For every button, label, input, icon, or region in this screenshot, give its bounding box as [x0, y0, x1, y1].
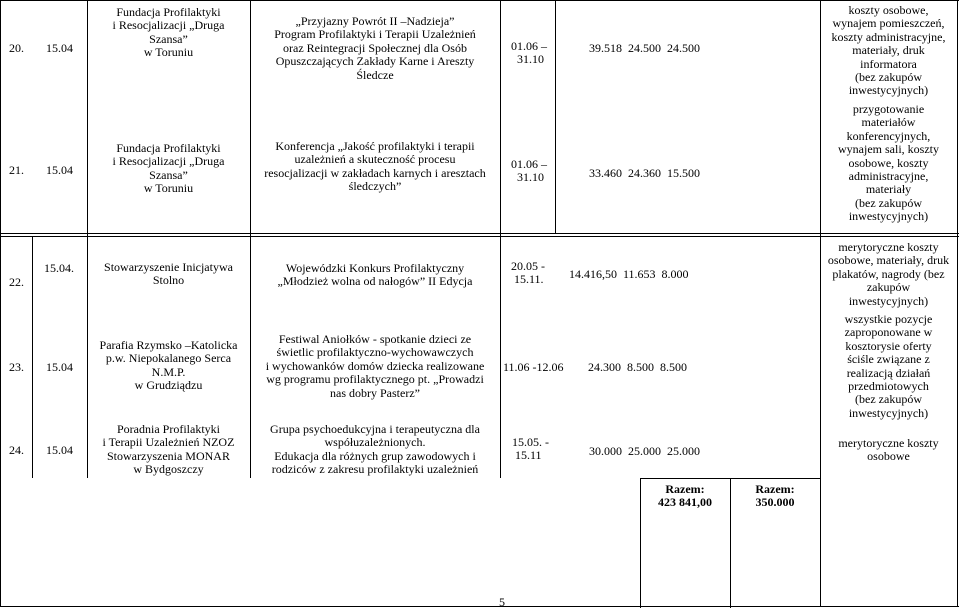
- cost-types: merytoryczne koszty osobowe: [838, 436, 939, 464]
- table-border-bottom: [0, 606, 959, 607]
- submission-date: 15.04: [46, 360, 73, 374]
- organization-name: Parafia Rzymsko –Katolicka p.w. Niepokalanego Serca N.M.P. w Grudziądzu: [99, 338, 238, 393]
- implementation-period: 01.06 – 31.10: [511, 157, 547, 185]
- organization-name: Stowarzyszenie Inicjatywa Stolno: [104, 260, 233, 288]
- column-border: [0, 0, 1, 607]
- column-border: [87, 0, 88, 478]
- row-number: 20.: [9, 41, 24, 55]
- column-border: [500, 0, 501, 478]
- cost-types: przygotowanie materiałów konferencyjnych, wynajem sali, koszty osobowe, koszty administracyjne, materiały (bez zakupów inwestycyjnych): [838, 102, 939, 224]
- cost-types: merytoryczne koszty osobowe, materiały, druk plakatów, nagrody (bez zakupów inwestycyjnych): [827, 240, 950, 308]
- row-number: 23.: [9, 360, 24, 374]
- amounts: 33.460 24.360 15.500: [589, 166, 700, 180]
- submission-date: 15.04: [46, 163, 73, 177]
- implementation-period: 11.06 -12.06: [503, 360, 564, 374]
- organization-name: Fundacja Profilaktyki i Resocjalizacji „Druga Szansa” w Toruniu: [112, 5, 225, 60]
- section-divider: [0, 236, 959, 237]
- page-number: 5: [499, 595, 505, 609]
- total-granted: Razem: 350.000: [755, 482, 795, 510]
- task-description: Festiwal Aniołków - spotkanie dzieci ze świetlic profilaktyczno-wychowawczych i wychowanków domów dziecka realizowane wg programu profilaktycznego pt. „Prowadzi nas dobry Pasterz”: [265, 332, 485, 400]
- row-number: 21.: [9, 163, 24, 177]
- amounts: 39.518 24.500 24.500: [589, 41, 700, 55]
- task-description: „Przyjazny Powrót II –Nadzieja” Program Profilaktyki i Terapii Uzależnień oraz Reintegracji Społecznej dla Osób Opuszczających Zakłady Karne i Areszty Śledcze: [274, 14, 476, 82]
- total-requested: Razem: 423 841,00: [658, 482, 712, 510]
- table-border-top: [0, 0, 959, 1]
- column-border: [555, 0, 556, 233]
- task-description: Konferencja „Jakość profilaktyki i terapii uzależnień a skuteczność procesu resocjalizacji w zakładach karnych i aresztach śledczych”: [264, 139, 486, 194]
- organization-name: Fundacja Profilaktyki i Resocjalizacji „Druga Szansa” w Toruniu: [112, 141, 225, 196]
- row-number: 24.: [9, 443, 24, 457]
- implementation-period: 20.05 - 15.11.: [511, 259, 545, 287]
- amounts: 14.416,50 11.653 8.000: [569, 267, 689, 281]
- amounts: 24.300 8.500 8.500: [588, 360, 687, 374]
- row-number: 22.: [9, 275, 24, 289]
- implementation-period: 15.05. - 15.11: [512, 435, 549, 463]
- cost-types: koszty osobowe, wynajem pomieszczeń, koszty administracyjne, materiały, druk informatora (bez zakupów inwestycyjnych): [831, 3, 946, 98]
- cost-types: wszystkie pozycje zaproponowane w kosztorysie oferty ściśle związane z realizacją działań przedmiotowych (bez zakupów inwestycyjnych): [844, 312, 933, 420]
- implementation-period: 01.06 – 31.10: [511, 39, 547, 67]
- column-border: [957, 0, 958, 607]
- submission-date: 15.04: [46, 41, 73, 55]
- task-description: Wojewódzki Konkurs Profilaktyczny „Młodzież wolna od nałogów” II Edycja: [277, 261, 473, 289]
- submission-date: 15.04: [46, 443, 73, 457]
- amounts: 30.000 25.000 25.000: [589, 444, 700, 458]
- submission-date: 15.04.: [44, 261, 74, 275]
- column-border: [32, 236, 33, 478]
- task-description: Grupa psychoedukcyjna i terapeutyczna dla współuzależnionych. Edukacja dla różnych grup zawodowych i rodziców z zakresu profilaktyki uzależnień: [270, 422, 480, 477]
- section-divider: [0, 233, 959, 234]
- organization-name: Poradnia Profilaktyki i Terapii Uzależnień NZOZ Stowarzyszenia MONAR w Bydgoszczy: [102, 422, 235, 477]
